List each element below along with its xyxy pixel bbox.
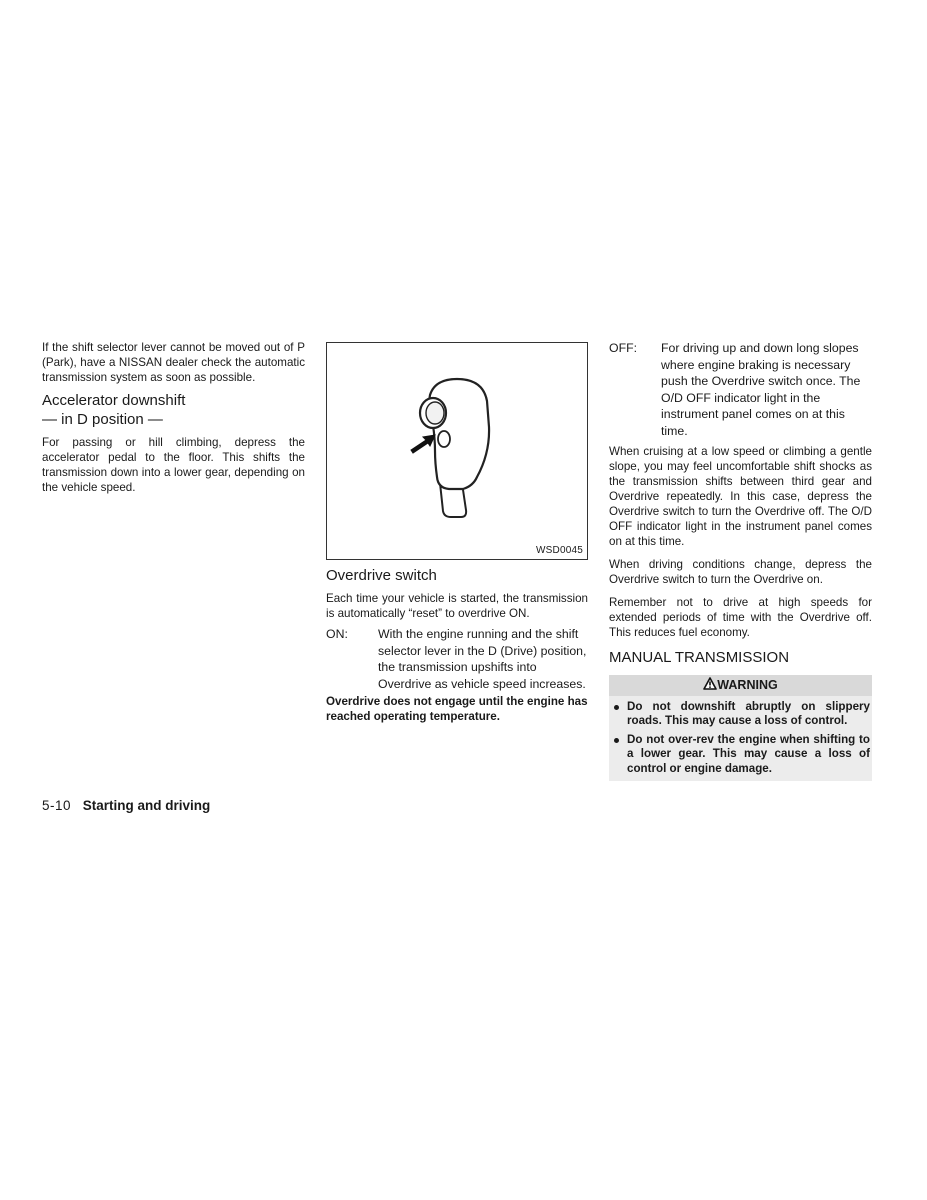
overdrive-switch-button bbox=[438, 431, 450, 447]
off-description: For driving up and down long slopes where engine braking is necessary push the Overdrive switch once. The O/D OFF indicator light in the instrument panel comes on at this time. bbox=[661, 341, 861, 438]
arrow-pointer-icon bbox=[411, 435, 435, 453]
page-footer bbox=[42, 797, 210, 815]
shift-shock-paragraph: When cruising at a low speed or climbing a gentle slope, you may feel uncomfortable shift shocks as the transmission shifts between third gear and Overdrive repeatedly. In this case, depress the Overdrive switch to turn the Overdrive off. The O/D OFF indicator light in the instrument panel comes on at this time. bbox=[609, 444, 872, 548]
figure-code: WSD0045 bbox=[536, 545, 583, 556]
warning-triangle-icon bbox=[703, 677, 717, 690]
shift-knob-drawing bbox=[327, 343, 587, 559]
warning-list bbox=[609, 696, 872, 781]
overdrive-reset-paragraph: Each time your vehicle is started, the transmission is automatically “reset” to overdrive ON. bbox=[326, 592, 588, 620]
on-description: With the engine running and the shift selector lever in the D (Drive) position, the transmission upshifts into Overdrive as vehicle speed increases. bbox=[378, 627, 587, 691]
off-definition bbox=[609, 340, 872, 440]
page-number: 5-10 bbox=[42, 798, 72, 813]
manual-transmission-heading: MANUAL TRANSMISSION bbox=[609, 648, 790, 666]
fuel-economy-paragraph: Remember not to drive at high speeds for extended periods of time with the Overdrive off. This reduces fuel economy. bbox=[609, 595, 872, 639]
section-name: Starting and driving bbox=[82, 798, 211, 813]
on-definition bbox=[326, 626, 588, 692]
accelerator-heading-line1: Accelerator downshift bbox=[42, 392, 186, 409]
park-release-paragraph: If the shift selector lever cannot be moved out of P (Park), have a NISSAN dealer check the automatic transmission system as soon as possible. bbox=[42, 341, 305, 384]
on-term: ON: bbox=[326, 627, 348, 641]
accelerator-downshift-paragraph: For passing or hill climbing, depress the accelerator pedal to the floor. This shifts the transmission down into a lower gear, depending on the vehicle speed. bbox=[42, 436, 305, 494]
operating-temperature-note: Overdrive does not engage until the engine has reached operating temperature. bbox=[326, 695, 588, 724]
middle-column bbox=[326, 340, 588, 724]
knob-release-button-inner bbox=[426, 402, 444, 424]
shift-knob-body bbox=[429, 379, 489, 489]
warning-header bbox=[609, 675, 872, 696]
warning-item: Do not downshift abruptly on slippery roads. This may cause a loss of control. bbox=[609, 700, 872, 733]
left-column bbox=[42, 340, 305, 495]
overdrive-switch-heading: Overdrive switch bbox=[326, 567, 437, 584]
accelerator-heading-line2: — in D position — bbox=[42, 411, 163, 428]
warning-item: Do not over-rev the engine when shifting to a lower gear. This may cause a loss of control or engine damage. bbox=[609, 733, 872, 781]
off-term: OFF: bbox=[609, 341, 638, 355]
conditions-change-paragraph: When driving conditions change, depress the Overdrive switch to turn the Overdrive on. bbox=[609, 557, 872, 586]
shift-lever-illustration bbox=[326, 342, 588, 560]
right-column bbox=[609, 340, 872, 781]
accelerator-downshift-heading bbox=[42, 391, 305, 429]
warning-title: WARNING bbox=[717, 677, 778, 692]
warning-box bbox=[609, 675, 872, 781]
